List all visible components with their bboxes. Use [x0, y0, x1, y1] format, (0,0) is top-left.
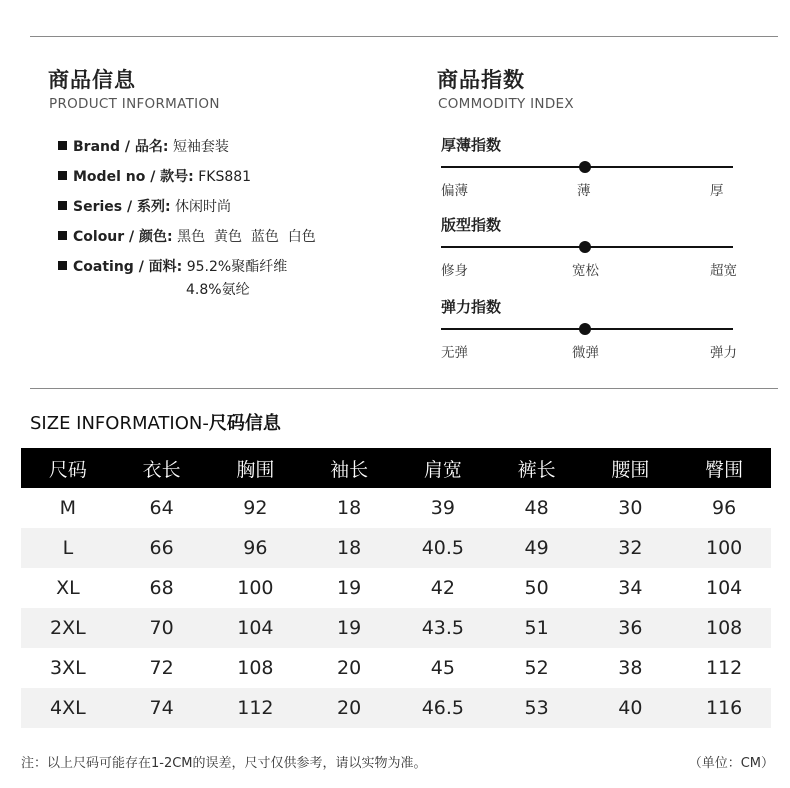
index-fit	[441, 214, 741, 284]
table-cell: 48	[524, 497, 549, 519]
index-label-high: 弹力	[710, 345, 737, 361]
bullet-square-icon	[58, 141, 67, 150]
index-label-mid: 薄	[577, 183, 591, 199]
table-cell: 18	[337, 497, 362, 519]
table-cell: 45	[430, 657, 455, 679]
table-cell: 64	[149, 497, 174, 519]
table-row	[21, 488, 771, 528]
info-item-coating: Coating / 面料: 95.2%聚酯纤维	[58, 256, 287, 276]
index-marker	[579, 161, 591, 173]
table-row	[21, 528, 771, 568]
info-item-model: Model no / 款号: FKS881	[58, 166, 251, 186]
table-cell: 30	[618, 497, 643, 519]
table-cell: 108	[237, 657, 274, 679]
coating-extra: 4.8%氨纶	[186, 282, 250, 298]
index-label-low: 无弹	[441, 345, 468, 361]
size-info-heading: SIZE INFORMATION-尺码信息	[30, 413, 281, 434]
top-divider	[30, 36, 778, 37]
table-cell: 68	[149, 577, 174, 599]
table-cell: 52	[524, 657, 549, 679]
index-label-low: 偏薄	[441, 183, 468, 199]
index-label-mid: 微弹	[572, 345, 599, 361]
table-cell: 72	[149, 657, 174, 679]
product-info-subtitle: PRODUCT INFORMATION	[49, 96, 220, 112]
table-cell: 34	[618, 577, 643, 599]
table-cell: 116	[677, 688, 771, 728]
table-row	[21, 648, 771, 688]
table-cell: 39	[430, 497, 455, 519]
bullet-square-icon	[58, 231, 67, 240]
table-row	[21, 688, 771, 728]
table-cell: 36	[584, 608, 678, 648]
table-cell: 38	[618, 657, 643, 679]
bullet-square-icon	[58, 261, 67, 270]
unit-label: （单位：CM）	[688, 756, 774, 771]
index-marker	[579, 241, 591, 253]
table-cell: 96	[209, 528, 303, 568]
table-cell: 43.5	[396, 608, 490, 648]
info-item-colour: Colour / 颜色: 黑色 黄色 蓝色 白色	[58, 226, 316, 246]
table-cell: XL	[56, 577, 80, 599]
index-label-high: 厚	[710, 183, 724, 199]
table-row	[21, 568, 771, 608]
col-header: 腰围	[584, 448, 678, 488]
product-info-title: 商品信息	[48, 68, 136, 92]
table-cell: 20	[302, 688, 396, 728]
size-table	[21, 448, 771, 728]
index-marker	[579, 323, 591, 335]
bullet-square-icon	[58, 171, 67, 180]
commodity-index-title: 商品指数	[437, 68, 525, 92]
index-elasticity	[441, 296, 741, 366]
table-cell: 112	[705, 657, 743, 679]
index-thickness	[441, 134, 741, 204]
table-cell: 100	[677, 528, 771, 568]
size-table-header	[21, 448, 771, 488]
table-cell: 49	[490, 528, 584, 568]
table-cell: 70	[115, 608, 209, 648]
table-cell: 42	[430, 577, 455, 599]
col-header: 尺码	[21, 448, 115, 488]
table-cell: 96	[712, 497, 737, 519]
table-cell: 100	[237, 577, 274, 599]
table-cell: 2XL	[21, 608, 115, 648]
index-label-low: 修身	[441, 263, 468, 279]
index-name: 厚薄指数	[441, 136, 502, 154]
table-cell: 32	[584, 528, 678, 568]
table-cell: 66	[115, 528, 209, 568]
table-cell: 20	[337, 657, 362, 679]
size-note: 注：以上尺码可能存在1-2CM的误差，尺寸仅供参考，请以实物为准。	[21, 756, 427, 771]
col-header: 肩宽	[396, 448, 490, 488]
table-cell: 19	[337, 577, 362, 599]
index-label-mid: 宽松	[572, 263, 599, 279]
index-label-high: 超宽	[710, 263, 737, 279]
table-cell: 104	[209, 608, 303, 648]
table-cell: 46.5	[396, 688, 490, 728]
info-item-brand: Brand / 品名: 短袖套装	[58, 136, 229, 156]
table-cell: 50	[524, 577, 549, 599]
col-header: 裤长	[490, 448, 584, 488]
col-header: 胸围	[209, 448, 303, 488]
table-cell: 40	[584, 688, 678, 728]
index-name: 弹力指数	[441, 298, 502, 316]
table-cell: 3XL	[50, 657, 86, 679]
bullet-square-icon	[58, 201, 67, 210]
table-cell: 92	[243, 497, 268, 519]
table-cell: 112	[209, 688, 303, 728]
table-cell: 108	[677, 608, 771, 648]
table-cell: 4XL	[21, 688, 115, 728]
table-cell: 51	[490, 608, 584, 648]
col-header: 臀围	[677, 448, 771, 488]
col-header: 袖长	[302, 448, 396, 488]
table-cell: 74	[115, 688, 209, 728]
col-header: 衣长	[115, 448, 209, 488]
table-cell: M	[59, 497, 77, 519]
table-cell: 53	[490, 688, 584, 728]
table-cell: 19	[302, 608, 396, 648]
table-cell: L	[21, 528, 115, 568]
table-cell: 40.5	[396, 528, 490, 568]
table-row	[21, 608, 771, 648]
table-cell: 18	[302, 528, 396, 568]
table-cell: 104	[705, 577, 743, 599]
index-name: 版型指数	[441, 216, 502, 234]
commodity-index-subtitle: COMMODITY INDEX	[438, 96, 574, 112]
middle-divider	[30, 388, 778, 389]
info-item-series: Series / 系列: 休闲时尚	[58, 196, 231, 216]
